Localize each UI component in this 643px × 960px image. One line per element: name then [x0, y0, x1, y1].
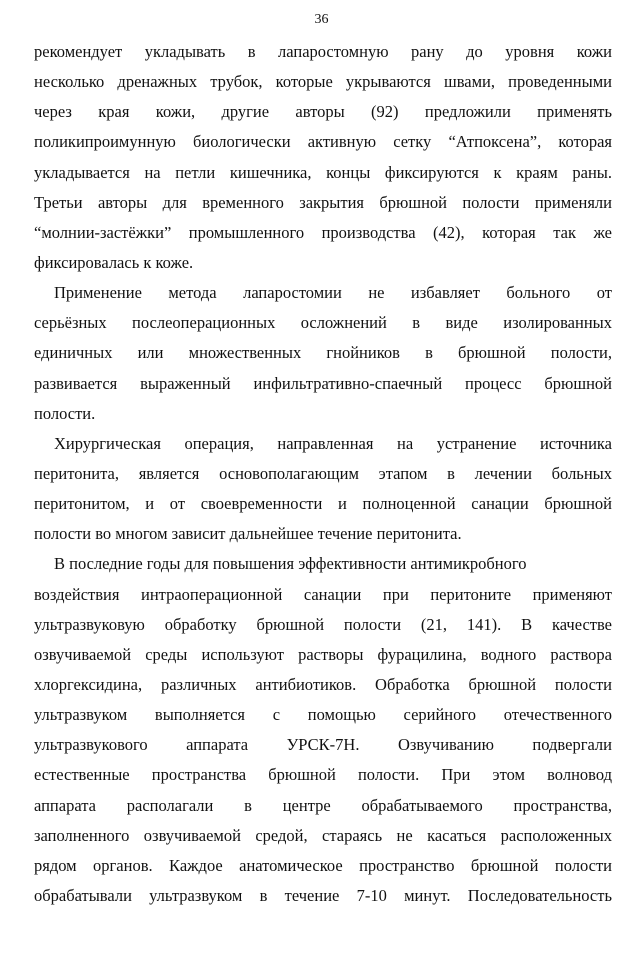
text-line: полости во многом зависит дальнейшее течение перитонита.	[34, 524, 462, 544]
text-line: развивается выраженный инфильтративно-спаечный процесс брюшной	[34, 373, 612, 393]
text-line: ультразвуком выполняется с помощью серийного отечественного	[34, 705, 612, 725]
paragraph	[34, 549, 612, 911]
text-line: Хирургическая операция, направленная на устранение источника	[54, 433, 612, 453]
text-line: естественные пространства брюшной полости. При этом волновод	[34, 765, 612, 785]
page-number: 36	[314, 12, 329, 27]
text-line: Применение метода лапаростомии не избавляет больного от	[54, 283, 612, 303]
text-line: заполненного озвучиваемой средой, стараясь не касаться расположенных	[34, 825, 612, 845]
text-line: “молнии-застёжки” промышленного производства (42), которая так же	[34, 222, 612, 242]
text-line: воздействия интраоперационной санации при перитоните применяют	[34, 584, 612, 604]
paragraph	[34, 278, 612, 429]
text-line: несколько дренажных трубок, которые укрываются швами, проведенными	[34, 72, 612, 92]
text-line: фиксировалась к коже.	[34, 252, 194, 272]
text-line: перитонитом, и от своевременности и полноценной санации брюшной	[34, 494, 612, 514]
text-line: аппарата располагали в центре обрабатываемого пространства,	[34, 795, 612, 815]
text-line: Третьи авторы для временного закрытия брюшной полости применяли	[34, 192, 612, 212]
text-line: поликипроимунную биологически активную сетку “Атпоксена”, которая	[34, 132, 612, 152]
text-line: единичных или множественных гнойников в брюшной полости,	[34, 343, 612, 363]
text-line: перитонита, является основополагающим этапом в лечении больных	[34, 463, 612, 483]
text-line: ультразвуковую обработку брюшной полости (21, 141). В качестве	[34, 614, 612, 634]
paragraph	[34, 429, 612, 550]
text-line: озвучиваемой среды используют растворы фурацилина, водного раствора	[34, 644, 612, 664]
text-line: В последние годы для повышения эффективности антимикробного	[54, 554, 527, 574]
text-line: укладывается на петли кишечника, концы фиксируются к краям раны.	[34, 162, 612, 182]
paragraph	[34, 37, 612, 278]
text-line: обрабатывали ультразвуком в течение 7-10 минут. Последовательность	[34, 885, 612, 905]
text-line: рядом органов. Каждое анатомическое пространство брюшной полости	[34, 855, 612, 875]
text-line: серьёзных послеоперационных осложнений в виде изолированных	[34, 313, 612, 333]
text-line: через края кожи, другие авторы (92) предложили применять	[34, 102, 612, 122]
text-line: полости.	[34, 403, 96, 423]
document-body	[34, 37, 612, 911]
text-line: ультразвукового аппарата УРСК-7Н. Озвучиванию подвергали	[34, 735, 612, 755]
text-line: рекомендует укладывать в лапаростомную рану до уровня кожи	[34, 42, 612, 61]
text-line: хлоргексидина, различных антибиотиков. Обработка брюшной полости	[34, 674, 612, 694]
